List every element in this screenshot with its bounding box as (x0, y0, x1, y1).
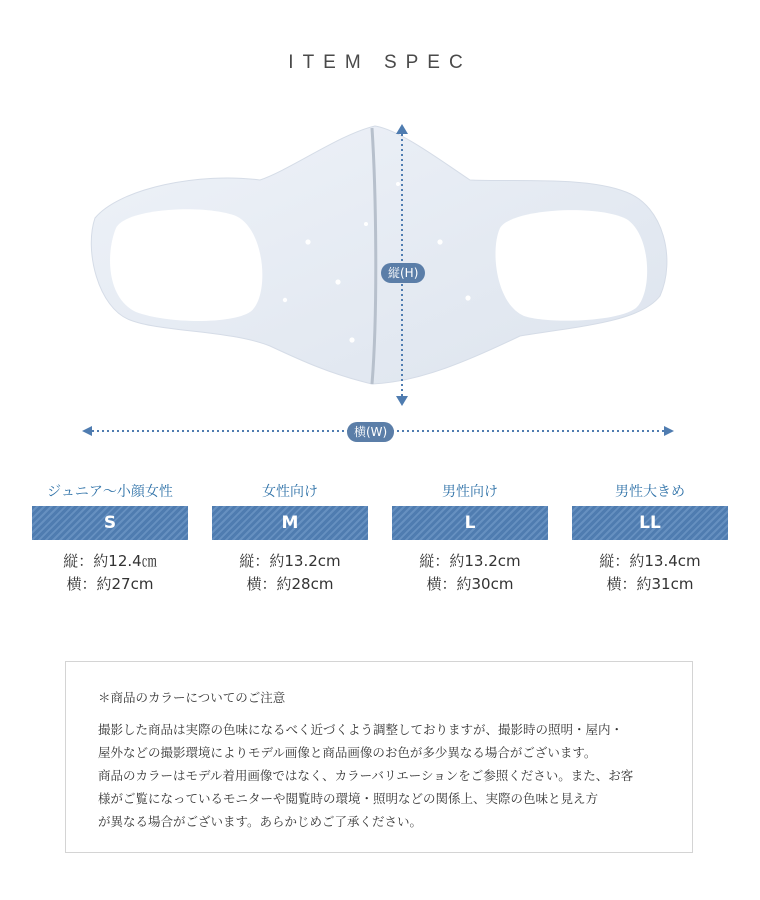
width-label: 横(W) (347, 422, 394, 442)
notice-body (98, 718, 673, 833)
notice-title: ＊商品のカラーについてのご注意 (98, 690, 286, 705)
size-chart (0, 482, 760, 602)
size-audience: 男性大きめ (615, 484, 685, 500)
size-badge: L (392, 506, 548, 540)
notice-line: 撮影した商品は実際の色味になるべく近づくよう調整しておりますが、撮影時の照明・屋内・ (98, 722, 624, 737)
size-width: 横：約30cm (426, 575, 514, 593)
size-badge: M (212, 506, 368, 540)
size-audience: 男性向け (442, 484, 498, 500)
size-width: 横：約28cm (246, 575, 334, 593)
notice-line: 様がご覧になっているモニターや閲覧時の環境・照明などの関係上、実際の色味と見え方 (98, 791, 599, 806)
size-column-l (392, 482, 548, 596)
height-label: 縦(H) (381, 263, 425, 283)
page-title: ITEM SPEC (288, 52, 472, 73)
color-notice-box (65, 661, 693, 853)
size-width: 横：約31cm (606, 575, 694, 593)
left-ear-hole (110, 209, 262, 321)
size-column-m (212, 482, 368, 596)
notice-line: 商品のカラーはモデル着用画像ではなく、カラーバリエーションをご参照ください。また、お客 (98, 768, 634, 783)
notice-line: 屋外などの撮影環境によりモデル画像と商品画像のお色が多少異なる場合がございます。 (98, 745, 597, 760)
size-height: 縦：約13.2cm (419, 552, 521, 570)
size-badge: LL (572, 506, 728, 540)
size-column-ll (572, 482, 728, 596)
size-width: 横：約27cm (66, 575, 154, 593)
mask-illustration (0, 110, 760, 450)
mask-figure (0, 110, 760, 450)
notice-line: が異なる場合がございます。あらかじめご了承ください。 (98, 814, 423, 829)
size-audience: ジュニア〜小顔女性 (47, 484, 173, 500)
size-height: 縦：約12.4㎝ (63, 552, 157, 570)
size-column-s (32, 482, 188, 596)
size-height: 縦：約13.2cm (239, 552, 341, 570)
right-ear-hole (495, 210, 647, 321)
size-audience: 女性向け (262, 484, 318, 500)
size-height: 縦：約13.4cm (599, 552, 701, 570)
size-badge: S (32, 506, 188, 540)
